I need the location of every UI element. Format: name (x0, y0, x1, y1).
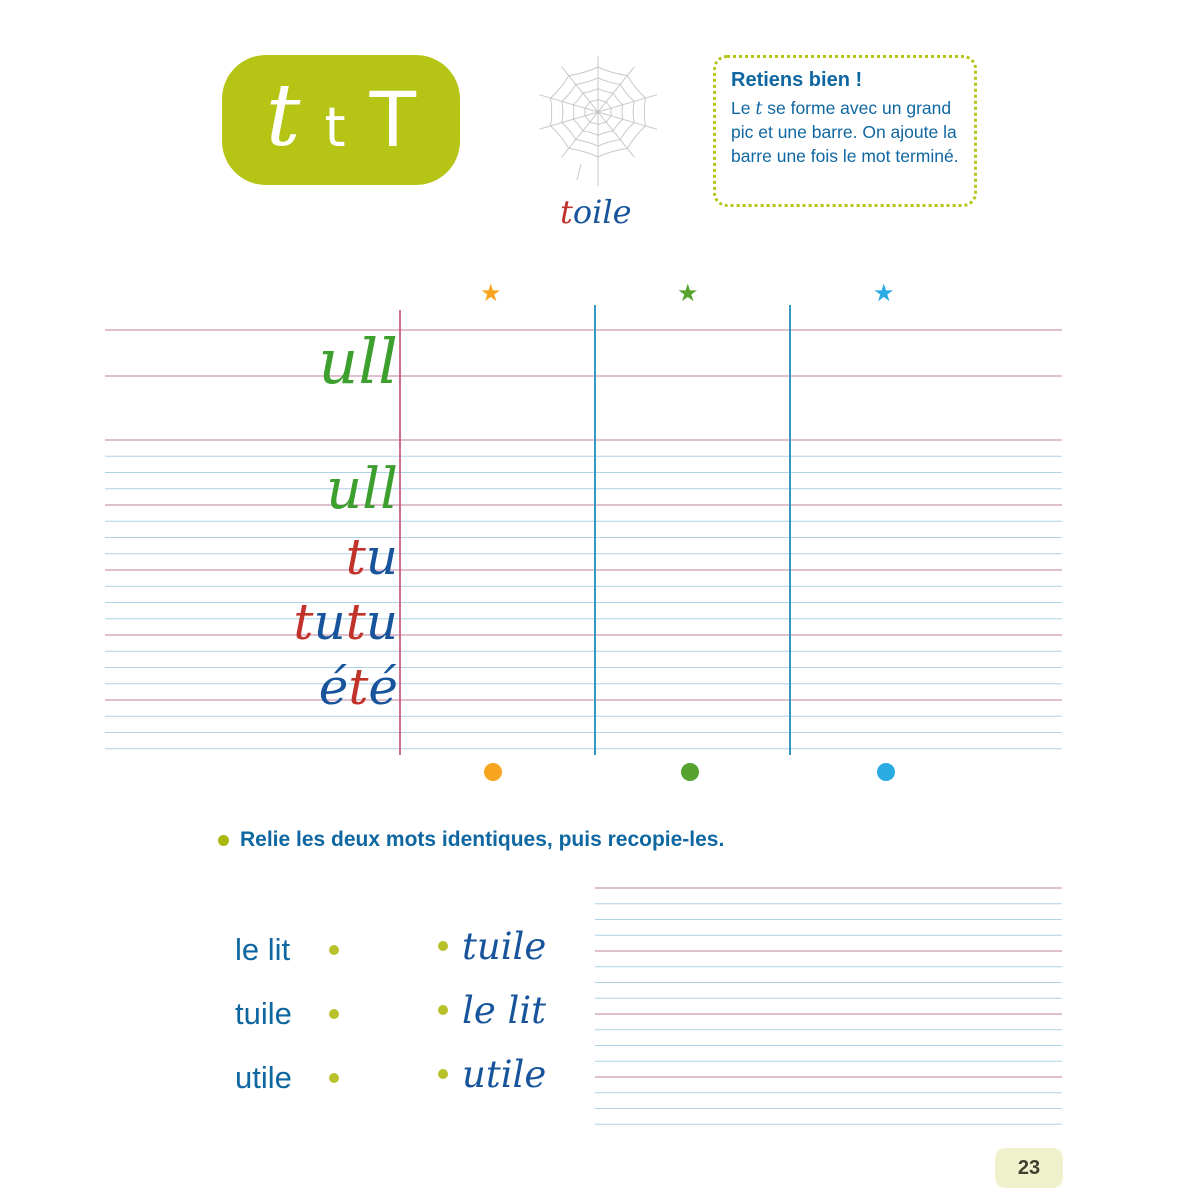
tip-title: Retiens bien ! (731, 69, 863, 91)
match-column-print (235, 918, 339, 1110)
exercise-instruction (218, 828, 724, 852)
model-word-letter: t (345, 528, 366, 586)
letter-cursive-t: t (265, 66, 301, 166)
match-row (438, 978, 546, 1042)
match-word-print: tuile (235, 996, 292, 1031)
column-dot-icon (877, 763, 895, 781)
match-column-cursive (438, 914, 546, 1106)
page-number: 23 (1017, 1156, 1041, 1179)
match-dot-icon (329, 1009, 339, 1019)
web-caption (560, 193, 632, 231)
column-dot-icon (681, 763, 699, 781)
match-row (235, 918, 339, 982)
tip-lead: Le (731, 98, 756, 118)
practice-strokes: ull (318, 325, 398, 398)
star-icon: ★ (873, 280, 895, 307)
tip-box (713, 55, 977, 207)
model-word-letter: t (345, 593, 366, 651)
match-word-print: utile (235, 1060, 292, 1095)
match-row (438, 914, 546, 978)
match-row (438, 1042, 546, 1106)
match-row (235, 1046, 339, 1110)
match-word-cursive: utile (462, 1052, 547, 1096)
match-word-cursive: le lit (462, 988, 547, 1032)
letter-print-t: t (324, 96, 346, 159)
tip-cursive-t: t (755, 99, 763, 119)
letter-capital-t: T (369, 75, 417, 164)
model-word-letter: t (293, 593, 314, 651)
match-dot-icon (438, 941, 448, 951)
tip-body (731, 97, 959, 168)
seyes-grid-main (105, 305, 1062, 755)
web-caption-letter: oile (572, 193, 632, 231)
web-caption-letter: t (560, 193, 573, 231)
match-word-cursive: tuile (462, 924, 547, 968)
model-word-letter: t (348, 658, 369, 716)
tip-text: se forme avec un grand pic et une barre. On ajoute la barre une fois le mot terminé. (731, 98, 959, 166)
seyes-grid-copy (595, 883, 1062, 1135)
practice-strokes: ull (326, 457, 398, 522)
star-icon: ★ (480, 280, 502, 307)
match-dot-icon (438, 1005, 448, 1015)
model-word-letter: u (313, 593, 346, 651)
model-word-letter: é (368, 658, 398, 716)
spider-web-icon (523, 50, 673, 195)
match-dot-icon (329, 945, 339, 955)
bullet-icon (218, 835, 229, 846)
instruction-text: Relie les deux mots identiques, puis recopie-les. (240, 828, 725, 851)
match-row (235, 982, 339, 1046)
match-word-print: le lit (235, 932, 291, 967)
column-dots (0, 763, 1200, 783)
column-dot-icon (484, 763, 502, 781)
match-dot-icon (438, 1069, 448, 1079)
match-dot-icon (329, 1073, 339, 1083)
model-word-letter: u (365, 528, 398, 586)
letter-title-box (222, 55, 460, 185)
model-word-letter: é (318, 658, 349, 716)
model-word-letter: u (365, 593, 398, 651)
star-icon: ★ (677, 280, 699, 307)
page-number-tab (995, 1148, 1063, 1188)
